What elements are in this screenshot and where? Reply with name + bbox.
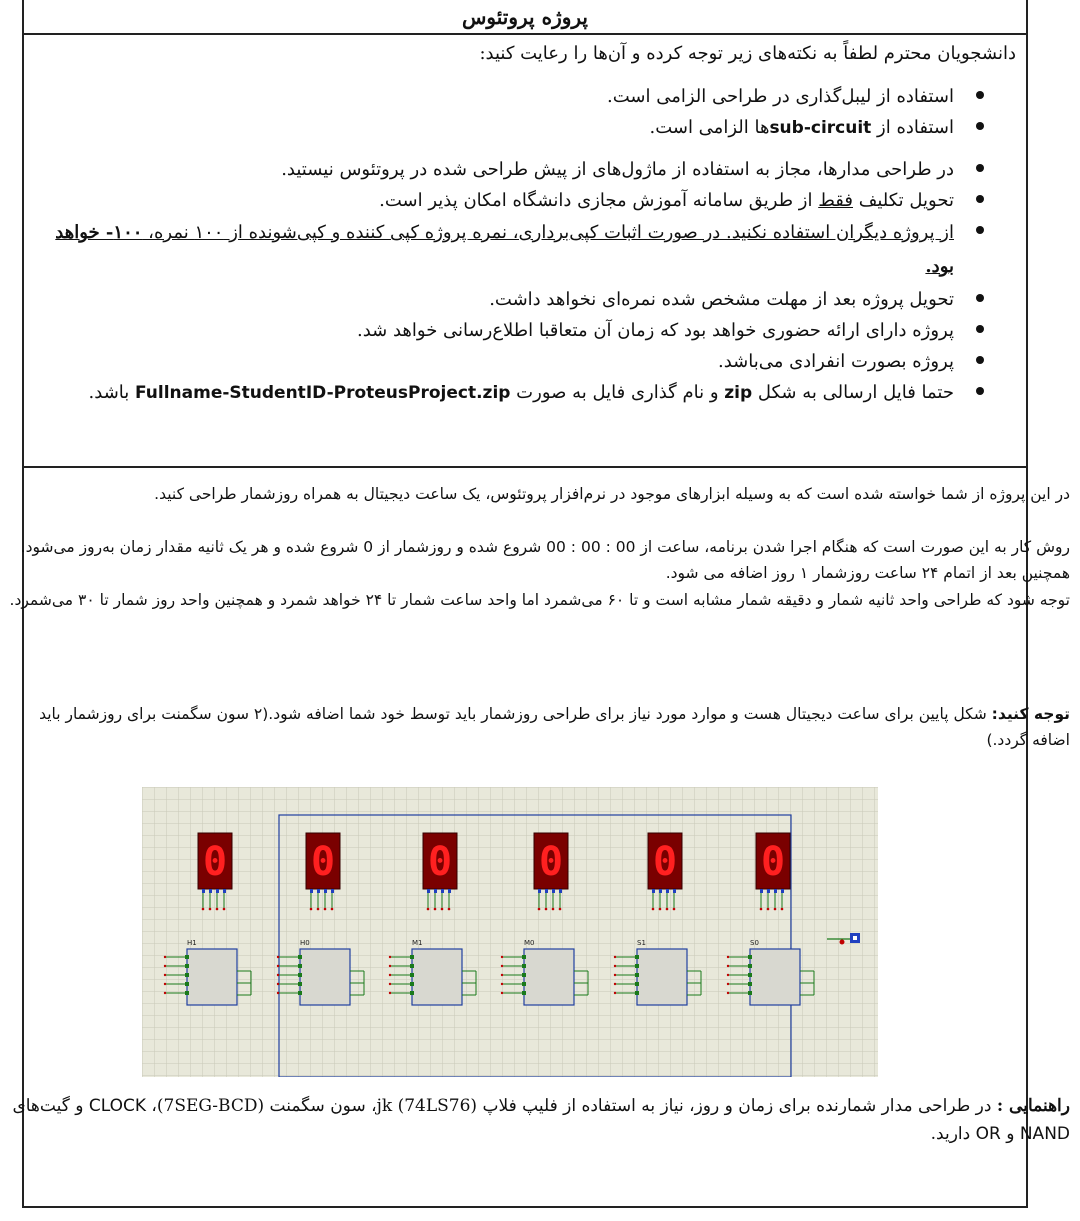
rule-text: از طریق سامانه آموزش مجازی دانشگاه امکان پذیر است. [379,190,819,211]
display-digit: 0 [427,839,453,885]
digital-clock-schematic [142,787,878,1077]
note-label: توجه کنید: [991,705,1070,723]
rule-text: از پروژه دیگران استفاده نکنید. [726,222,954,243]
counter-module [637,949,687,1005]
bullet-icon [976,91,984,99]
rules-intro: دانشجویان محترم لطفاً به نکته‌های زیر توجه کرده و آن‌ها را رعایت کنید: [479,43,1016,64]
rule-text: و نام گذاری فایل به صورت [510,382,725,403]
hint-text: دارید. [930,1124,976,1144]
rule-text: پروژه دارای ارائه حضوری خواهد بود که زمان آن متعاقبا اطلاع‌رسانی خواهد شد. [356,320,954,341]
module-label: M1 [412,939,423,947]
counter-module [750,949,800,1005]
display-digit: 0 [760,839,786,885]
note-text: شکل پایین برای ساعت دیجیتال هست و موارد مورد نیاز برای طراحی روزشمار باید توسط خود شما اضافه شود.(۲ سون سگمنت برای روزشمار باید اضافه گردد.) [39,705,1070,749]
module-label: S0 [750,939,759,947]
rule-text: استفاده از [871,117,954,138]
bullet-icon [976,387,984,395]
title-row [24,0,1026,35]
description-paragraph-3: توجه شود که طراحی واحد ثانیه شمار و دقیقه شمار مشابه است و تا ۶۰ می‌شمرد اما واحد ساعت شمار تا ۲۴ خواهد شمرد و همچنین واحد روز شمار تا ۳۰ می‌شمرد. [9,591,1070,609]
rule-text: تحویل تکلیف [853,190,954,211]
hint-label: راهنمایی : [996,1096,1070,1116]
rule-text: تحویل پروژه بعد از مهلت مشخص شده نمره‌ای نخواهد داشت. [489,289,954,310]
hint-paragraph [6,1092,1070,1148]
bullet-icon [976,164,984,172]
rules-list [32,81,988,409]
list-item [32,112,988,144]
module-label: M0 [524,939,535,947]
rule-penalty: ۱۰۰- خواهد بود. [55,222,954,277]
list-item [32,154,988,185]
rule-text: حتما فایل ارسالی به شکل [752,382,954,403]
hint-clock: CLOCK [88,1096,146,1116]
rule-keyword: sub-circuit [769,118,872,138]
bullet-icon [976,195,984,203]
rules-section [24,35,1026,468]
display-digit: 0 [538,839,564,885]
counter-module [524,949,574,1005]
note-paragraph [6,702,1070,753]
list-item [32,185,988,216]
rule-text: استفاده از لیبل‌گذاری در طراحی الزامی است. [607,86,954,107]
hint-nand: NAND [1019,1124,1070,1144]
display-digit: 0 [202,839,228,885]
hint-or: OR [975,1124,1001,1144]
description-paragraph-2: روش کار به این صورت است که هنگام اجرا شدن برنامه، ساعت از 00 : 00 : 00 شروع شده و روزشمار از 0 شروع شده و هر یک ثانیه مقدار زمان به‌روز می‌شود. همچنین بعد از اتمام ۲۴ ساعت روزشمار ۱ روز اضافه می شود. [20,538,1070,582]
counter-module [412,949,462,1005]
filename-format: Fullname-StudentID-ProteusProject.zip [135,383,511,403]
list-item [32,377,988,409]
bullet-icon [976,325,984,333]
counter-module [300,949,350,1005]
rule-text: باشد. [88,382,136,403]
bullet-icon [976,294,984,302]
module-label: H1 [187,939,197,947]
bullet-icon [976,226,984,234]
list-item [32,81,988,112]
display-digit: 0 [310,839,336,885]
rule-keyword: zip [724,383,753,403]
display-digit: 0 [652,839,678,885]
list-item [32,284,988,315]
hint-text: در طراحی مدار شمارنده برای زمان و روز، نیاز به استفاده از فلیپ فلاپ jk (74LS76)، سون سگمنت (7SEG-BCD)، [145,1096,997,1116]
bullet-icon [976,356,984,364]
module-label: S1 [637,939,646,947]
hint-text: و [1000,1124,1020,1144]
list-item [32,346,988,377]
list-item [32,216,988,284]
rule-emphasis: فقط [818,190,853,211]
rule-text: پروژه بصورت انفرادی می‌باشد. [717,351,954,372]
rule-text: در طراحی مدارها، مجاز به استفاده از ماژول‌های از پیش طراحی شده در پروتئوس نیستید. [281,159,954,180]
rule-text: در صورت اثبات کپی‌برداری، نمره پروژه کپی کننده و کپی‌شونده از ۱۰۰ نمره، [142,222,726,243]
description-paragraph-1: در این پروژه از شما خواسته شده است که به وسیله ابزارهای موجود در نرم‌افزار پروتئوس، یک ساعت دیجیتال به همراه روزشمار طراحی کنید. [154,485,1070,503]
counter-module [187,949,237,1005]
hint-text: و گیت‌های [12,1096,89,1116]
rule-text: ها الزامی است. [649,117,770,138]
module-label: H0 [300,939,310,947]
list-item [32,315,988,346]
bullet-icon [976,122,984,130]
page-title: پروژه پروتئوس [462,4,588,29]
